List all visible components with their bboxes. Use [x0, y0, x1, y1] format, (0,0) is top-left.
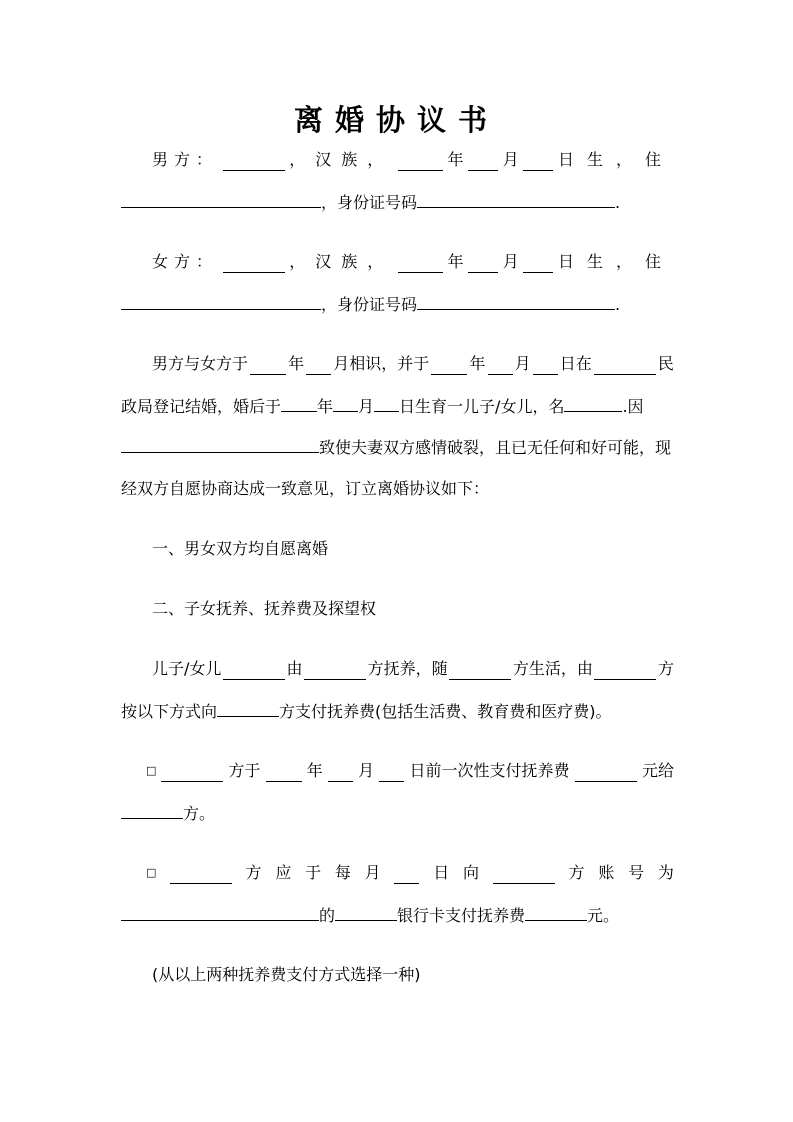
option1-amount-blank [575, 765, 637, 782]
option2-amount-blank [525, 904, 587, 921]
option1-checkbox[interactable]: □ [146, 764, 157, 777]
male-label: 男方： [152, 150, 219, 169]
option2-text: 应 [275, 863, 292, 882]
option2-text: 银行卡支付抚养费 [397, 906, 526, 925]
intro-text: 男方与女方于 [152, 354, 249, 373]
female-born-label: 日生，住 [557, 252, 674, 271]
intro-text: 民 [657, 354, 674, 373]
male-ethnic: ，汉族， [289, 150, 394, 169]
birth-month-blank [333, 395, 358, 412]
custody-text: 方支付抚养费(包括生活费、教育费和医疗费)。 [279, 702, 612, 721]
birth-year-blank [281, 395, 317, 412]
male-year-label: 年 [447, 150, 464, 169]
male-end-period: . [615, 193, 621, 212]
option2-checkbox[interactable]: □ [146, 866, 157, 879]
intro-line-2 [121, 395, 644, 418]
female-ethnic: ，汉族， [289, 252, 394, 271]
living-with-blank [449, 663, 511, 680]
option1-month-blank [328, 765, 353, 782]
intro-text: 年 [317, 397, 334, 416]
option1-year-blank [266, 765, 302, 782]
intro-text: 月 [358, 397, 375, 416]
meet-month-blank [306, 358, 331, 375]
female-birth-year-blank [398, 256, 443, 273]
female-end-period: . [615, 295, 621, 314]
custody-text: 按以下方式向 [121, 702, 218, 721]
option1-payee-blank [121, 802, 183, 819]
female-info-line [152, 251, 674, 273]
bureau-blank [594, 358, 656, 375]
option2-text: 元。 [587, 906, 620, 925]
female-address-blank [121, 293, 321, 310]
section-heading-2: 二、子女抚养、抚养费及探望权 [152, 599, 377, 618]
option2-payee-blank [493, 867, 555, 884]
option1-line-1 [146, 760, 674, 782]
option1-payer-blank [161, 765, 223, 782]
intro-text: 月 [514, 354, 531, 373]
option1-text: 元给 [641, 761, 674, 780]
meet-year-blank [250, 358, 286, 375]
male-birth-day-blank [523, 154, 553, 171]
payment-note: (从以上两种抚养费支付方式选择一种) [152, 965, 421, 984]
marriage-day-blank [533, 358, 558, 375]
male-id-blank [417, 191, 615, 208]
option1-text: 方于 [228, 761, 261, 780]
option2-text: 号 [628, 863, 645, 882]
option2-text: 月 [364, 863, 381, 882]
option2-text: 方 [245, 863, 262, 882]
option2-line-1 [146, 862, 674, 884]
option1-day-blank [379, 765, 404, 782]
option2-text: 的 [319, 906, 336, 925]
payee-blank [217, 700, 279, 717]
male-birth-month-blank [468, 154, 498, 171]
intro-text: 政局登记结婚，婚后于 [121, 397, 282, 416]
child-name-blank [564, 395, 622, 412]
intro-text: 日生育一儿子/女儿，名 [399, 397, 565, 416]
payer-blank [594, 663, 656, 680]
option1-text: 年 [306, 761, 323, 780]
child-blank [223, 663, 285, 680]
marriage-month-blank [488, 358, 513, 375]
option2-bank-blank [335, 904, 397, 921]
male-id-label: ，身份证号码 [321, 193, 418, 212]
male-name-blank [223, 154, 285, 171]
reason-blank [121, 436, 319, 453]
custodian-blank [304, 663, 366, 680]
custody-text: 由 [286, 659, 303, 678]
male-info-line [152, 149, 674, 171]
female-address-line [121, 293, 620, 316]
option2-text: 每 [334, 863, 351, 882]
option2-text: 方 [568, 863, 585, 882]
female-birth-day-blank [523, 256, 553, 273]
option2-day-blank [394, 867, 419, 884]
option2-text: 账 [598, 863, 615, 882]
male-month-label: 月 [502, 150, 519, 169]
intro-text: 月相识，并于 [333, 354, 430, 373]
intro-line-1 [152, 353, 674, 375]
male-born-label: 日生，住 [557, 150, 674, 169]
option2-payer-blank [170, 867, 232, 884]
custody-text: 方 [657, 659, 674, 678]
custody-text: 方抚养，随 [367, 659, 448, 678]
option2-text: 于 [305, 863, 322, 882]
option1-line-2 [121, 802, 215, 825]
option2-text: 为 [657, 863, 674, 882]
intro-text: 年 [469, 354, 486, 373]
option2-text: 日 [433, 863, 450, 882]
intro-text: .因 [622, 397, 644, 416]
option2-line-2 [121, 904, 619, 927]
female-id-blank [417, 293, 615, 310]
option1-text: 日前一次性支付抚养费 [409, 761, 570, 780]
option2-text: 向 [462, 863, 479, 882]
custody-line-1 [152, 658, 674, 680]
intro-line-3 [121, 436, 671, 459]
marriage-year-blank [431, 358, 467, 375]
male-birth-year-blank [398, 154, 443, 171]
female-birth-month-blank [468, 256, 498, 273]
custody-text: 儿子/女儿 [152, 659, 222, 678]
intro-text: 年 [288, 354, 305, 373]
custody-text: 方生活，由 [512, 659, 593, 678]
page-title: 离婚协议书 [293, 103, 499, 137]
intro-text: 致使夫妻双方感情破裂，且已无任何和好可能，现 [319, 438, 672, 457]
option1-text: 方。 [183, 804, 216, 823]
female-id-label: ，身份证号码 [321, 295, 418, 314]
female-name-blank [223, 256, 285, 273]
option1-text: 月 [358, 761, 375, 780]
female-month-label: 月 [502, 252, 519, 271]
female-year-label: 年 [447, 252, 464, 271]
birth-day-blank [374, 395, 399, 412]
intro-text: 日在 [559, 354, 592, 373]
male-address-blank [121, 191, 321, 208]
option2-account-blank [121, 904, 319, 921]
custody-line-2 [121, 700, 612, 723]
intro-line-4: 经双方自愿协商达成一致意见，订立离婚协议如下： [121, 479, 490, 498]
section-heading-1: 一、男女双方均自愿离婚 [152, 539, 329, 558]
male-address-line [121, 191, 620, 214]
female-label: 女方： [152, 252, 219, 271]
